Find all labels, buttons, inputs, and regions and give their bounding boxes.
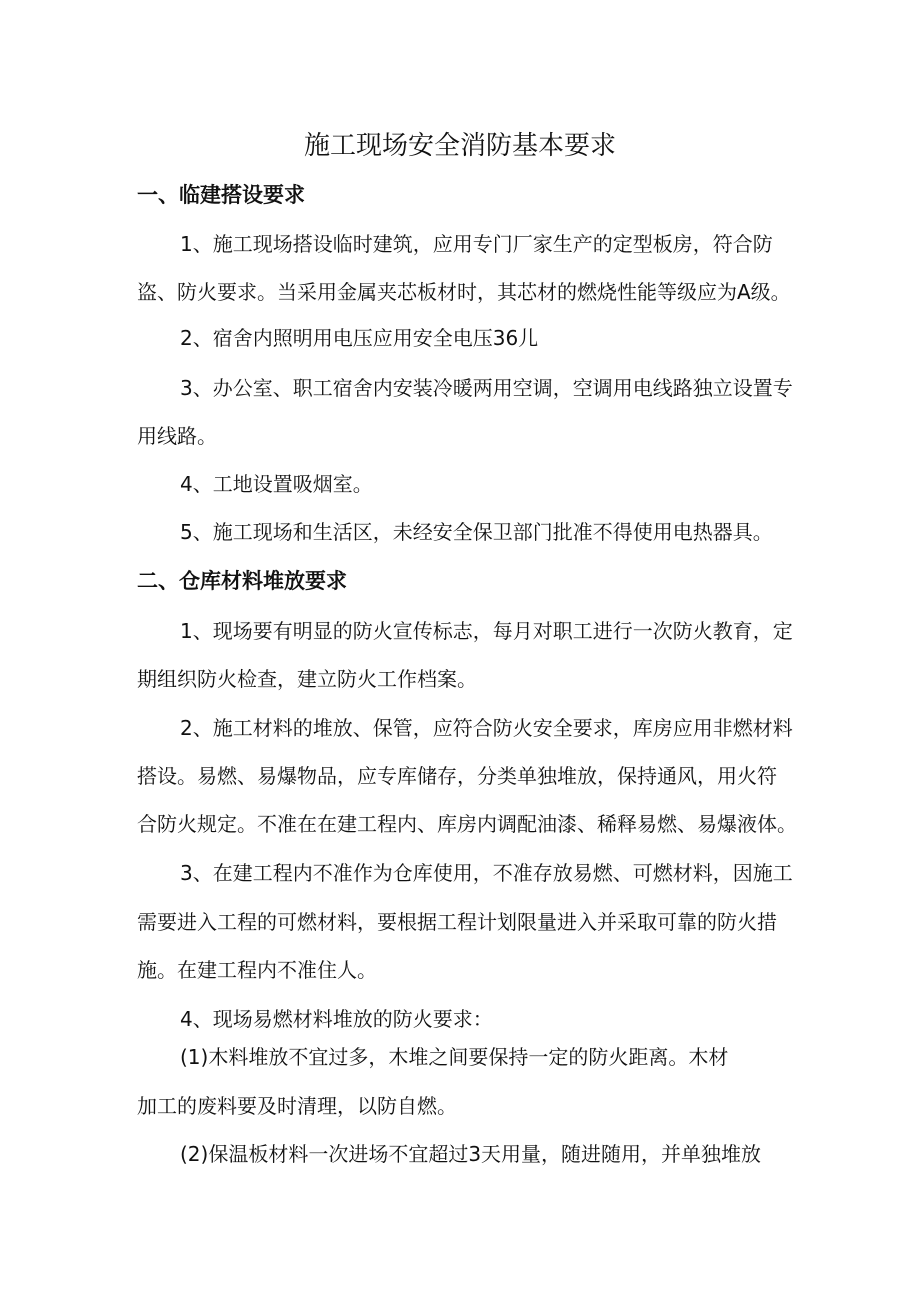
paragraph-line: 3、办公室、职工宿舍内安装冷暖两用空调，空调用电线路独立设置专 <box>180 376 793 400</box>
paragraph-line: 3、在建工程内不准作为仓库使用，不准存放易燃、可燃材料，因施工 <box>180 861 793 885</box>
paragraph-line: 搭设。易燃、易爆物品，应专库储存，分类单独堆放，保持通风，用火符 <box>137 764 777 788</box>
paragraph-line: 2、宿舍内照明用电压应用安全电压36儿 <box>180 326 539 350</box>
paragraph-line: 1、现场要有明显的防火宣传标志，每月对职工进行一次防火教育，定 <box>180 619 793 643</box>
paragraph-line: 4、现场易燃材料堆放的防火要求： <box>180 1007 493 1031</box>
paragraph-line: (2)保温板材料一次进场不宜超过3天用量，随进随用，并单独堆放 <box>180 1142 762 1166</box>
paragraph-line: (1)木料堆放不宜过多，木堆之间要保持一定的防火距离。木材 <box>180 1045 729 1069</box>
paragraph-line: 期组织防火检查，建立防火工作档案。 <box>137 667 477 691</box>
paragraph-line: 合防火规定。不准在在建工程内、库房内调配油漆、稀释易燃、易爆液体。 <box>137 812 797 836</box>
paragraph-line: 2、施工材料的堆放、保管，应符合防火安全要求，库房应用非燃材料 <box>180 716 793 740</box>
paragraph-line: 5、施工现场和生活区，未经安全保卫部门批准不得使用电热器具。 <box>180 520 773 544</box>
paragraph-line: 盗、防火要求。当采用金属夹芯板材时，其芯材的燃烧性能等级应为A级。 <box>137 280 791 304</box>
paragraph-line: 加工的废料要及时清理，以防自燃。 <box>137 1094 457 1118</box>
paragraph-line: 需要进入工程的可燃材料，要根据工程计划限量进入并采取可靠的防火措 <box>137 910 777 934</box>
paragraph-line: 用线路。 <box>137 424 217 448</box>
paragraph-line: 1、施工现场搭设临时建筑，应用专门厂家生产的定型板房，符合防 <box>180 232 773 256</box>
section-heading-2: 二、仓库材料堆放要求 <box>137 569 347 593</box>
document-title: 施工现场安全消防基本要求 <box>303 131 616 161</box>
paragraph-line: 施。在建工程内不准住人。 <box>137 958 377 982</box>
paragraph-line: 4、工地设置吸烟室。 <box>180 472 373 496</box>
section-heading-1: 一、临建搭设要求 <box>137 183 305 207</box>
